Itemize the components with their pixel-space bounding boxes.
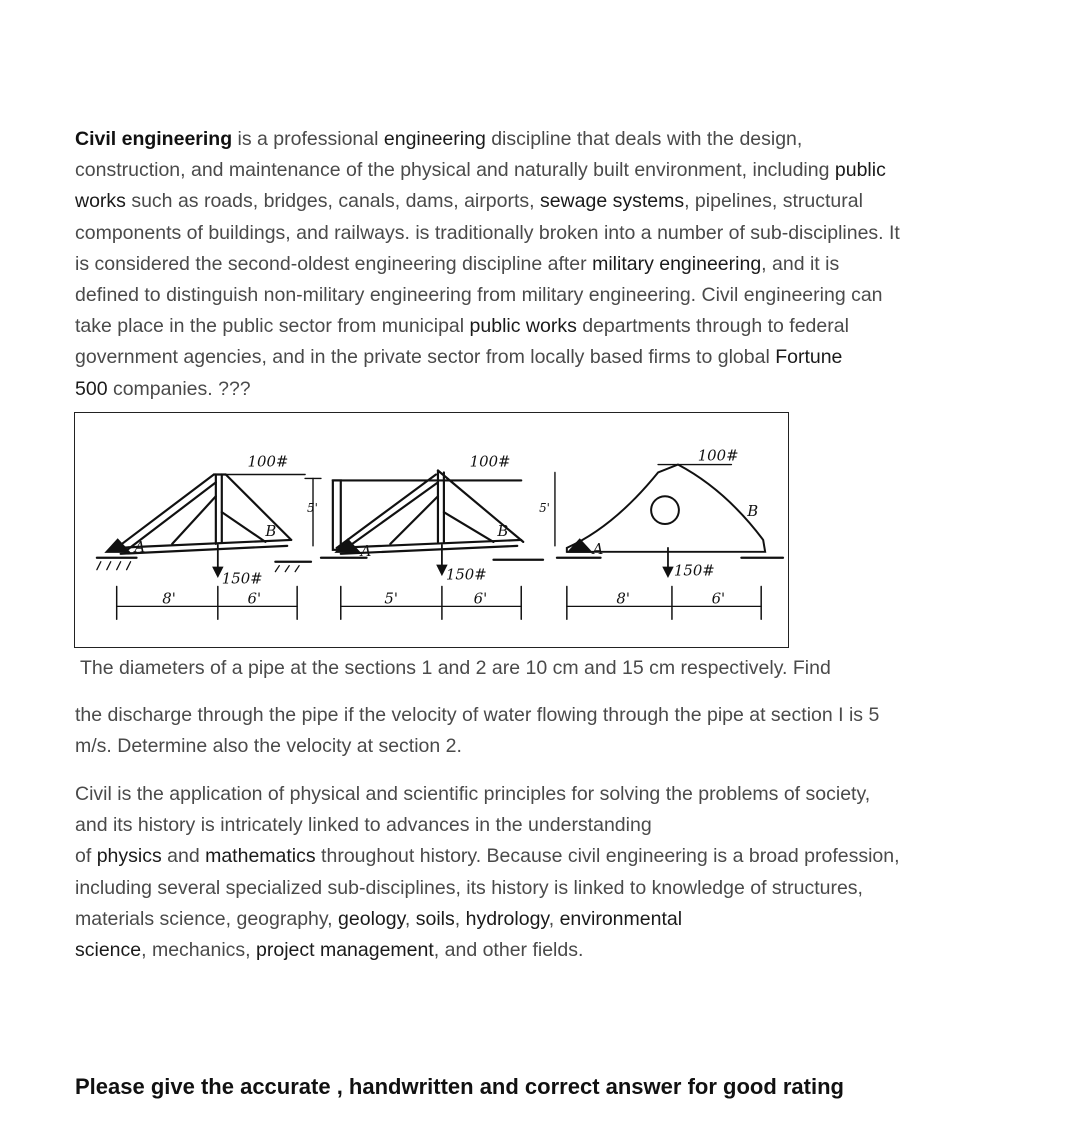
text: is considered the second-oldest engineering discipline after (75, 252, 593, 275)
text: construction, and maintenance of the physical and naturally built environment, including (75, 159, 835, 182)
truss-diagram (75, 413, 788, 647)
link-geology[interactable]: geology (338, 907, 405, 930)
text: government agencies, and in the private sector from locally based firms to global (75, 346, 776, 369)
label-support-b-2: B (497, 521, 509, 540)
text: companies. ??? (107, 377, 251, 400)
truss1-left-chord (117, 474, 214, 547)
history-line (75, 935, 1015, 966)
intro-line (75, 124, 1015, 155)
text: , (404, 907, 416, 930)
term-civil-engineering: Civil engineering (75, 128, 233, 150)
label-dim-8-1: 8' (162, 589, 176, 608)
link-military-engineering[interactable]: military engineering (592, 252, 762, 275)
text: is a professional (232, 128, 384, 150)
text: take place in the public sector from municipal (75, 315, 470, 338)
truss-figure (74, 412, 789, 648)
question-paragraph (75, 700, 1015, 762)
text: , and other fields. (433, 939, 584, 962)
label-load-bottom-2: 150# (445, 565, 487, 584)
question-text-2: the discharge through the pipe if the velocity of water flowing through the pipe at section I is 5 (75, 704, 880, 726)
label-load-top-2: 100# (469, 452, 511, 471)
question-text-1: The diameters of a pipe at the sections 1 and 2 are 10 cm and 15 cm respectively. Find (80, 657, 831, 679)
label-load-bottom-1: 150# (221, 569, 263, 588)
link-engineering[interactable]: engineering (383, 128, 486, 150)
label-load-bottom-3: 150# (673, 561, 715, 580)
link-environmental[interactable]: environmental (559, 907, 683, 930)
truss1-right-chord (226, 474, 291, 539)
link-public-works-2[interactable]: works (75, 190, 126, 213)
link-public-works-3[interactable]: public works (469, 315, 577, 338)
text: and its history is intricately linked to advances in the understanding (75, 814, 652, 837)
text: materials science, geography, (75, 907, 339, 930)
text: , (454, 907, 466, 930)
link-physics[interactable]: physics (96, 845, 162, 868)
text: Civil is the application of physical and scientific principles for solving the problems of society, (75, 783, 871, 805)
link-fortune-500[interactable]: 500 (75, 377, 108, 400)
link-mathematics[interactable]: mathematics (205, 845, 316, 868)
label-dim-6-3: 6' (711, 589, 726, 608)
history-line (75, 904, 1015, 935)
label-support-a-2: A (360, 541, 372, 560)
label-load-top-1: 100# (247, 452, 289, 471)
label-support-b-3: B (747, 502, 759, 521)
question-line-1 (80, 653, 1020, 684)
text: , (548, 907, 560, 930)
label-dim-6-1: 6' (247, 589, 262, 608)
label-support-b-1: B (265, 521, 277, 540)
label-dim-h-2: 5' (539, 501, 550, 516)
text: including several specialized sub-disciplines, its history is linked to knowledge of structures, (75, 876, 863, 899)
link-hydrology[interactable]: hydrology (465, 907, 549, 930)
text: discipline that deals with the design, (485, 128, 803, 150)
intro-line (75, 374, 1015, 405)
text: defined to distinguish non-military engineering from military engineering. Civil engineering can (75, 284, 883, 307)
link-project-management[interactable]: project management (256, 939, 434, 962)
text: of (75, 845, 97, 868)
answer-request: Please give the accurate , handwritten and correct answer for good rating (75, 1074, 844, 1099)
link-public-works[interactable]: public (834, 159, 886, 182)
history-line (75, 810, 1015, 841)
text: components of buildings, and railways. is traditionally broken into a number of sub-disciplines. It (75, 221, 900, 244)
link-science[interactable]: science (75, 939, 142, 962)
intro-line (75, 342, 1015, 373)
intro-line (75, 311, 1015, 342)
intro-line (75, 155, 1015, 186)
intro-line (75, 186, 1015, 217)
history-paragraph (75, 779, 1015, 966)
history-line (75, 779, 1015, 810)
history-line (75, 841, 1015, 872)
text: , and it is (761, 252, 840, 275)
label-load-top-3: 100# (697, 446, 739, 465)
label-support-a-1: A (134, 537, 146, 556)
intro-line (75, 280, 1015, 311)
label-support-a-3: A (592, 539, 604, 558)
label-dim-h-1: 5' (307, 501, 318, 516)
link-sewage-systems[interactable]: sewage systems (539, 190, 685, 213)
label-dim-5: 5' (384, 589, 398, 608)
intro-paragraph (75, 124, 1015, 405)
link-soils[interactable]: soils (415, 907, 455, 930)
history-line (75, 873, 1015, 904)
intro-line (75, 249, 1015, 280)
text: and (161, 845, 206, 868)
text: throughout history. Because civil engineering is a broad profession, (315, 845, 900, 868)
text: departments through to federal (576, 315, 849, 338)
text: , pipelines, structural (684, 190, 863, 213)
text: , mechanics, (141, 939, 257, 962)
label-dim-6-2: 6' (473, 589, 488, 608)
question-text-3: m/s. Determine also the velocity at section 2. (75, 735, 462, 758)
intro-line (75, 218, 1015, 249)
label-dim-8-2: 8' (616, 589, 630, 608)
text: such as roads, bridges, canals, dams, airports, (125, 190, 540, 213)
link-fortune[interactable]: Fortune (775, 346, 843, 369)
